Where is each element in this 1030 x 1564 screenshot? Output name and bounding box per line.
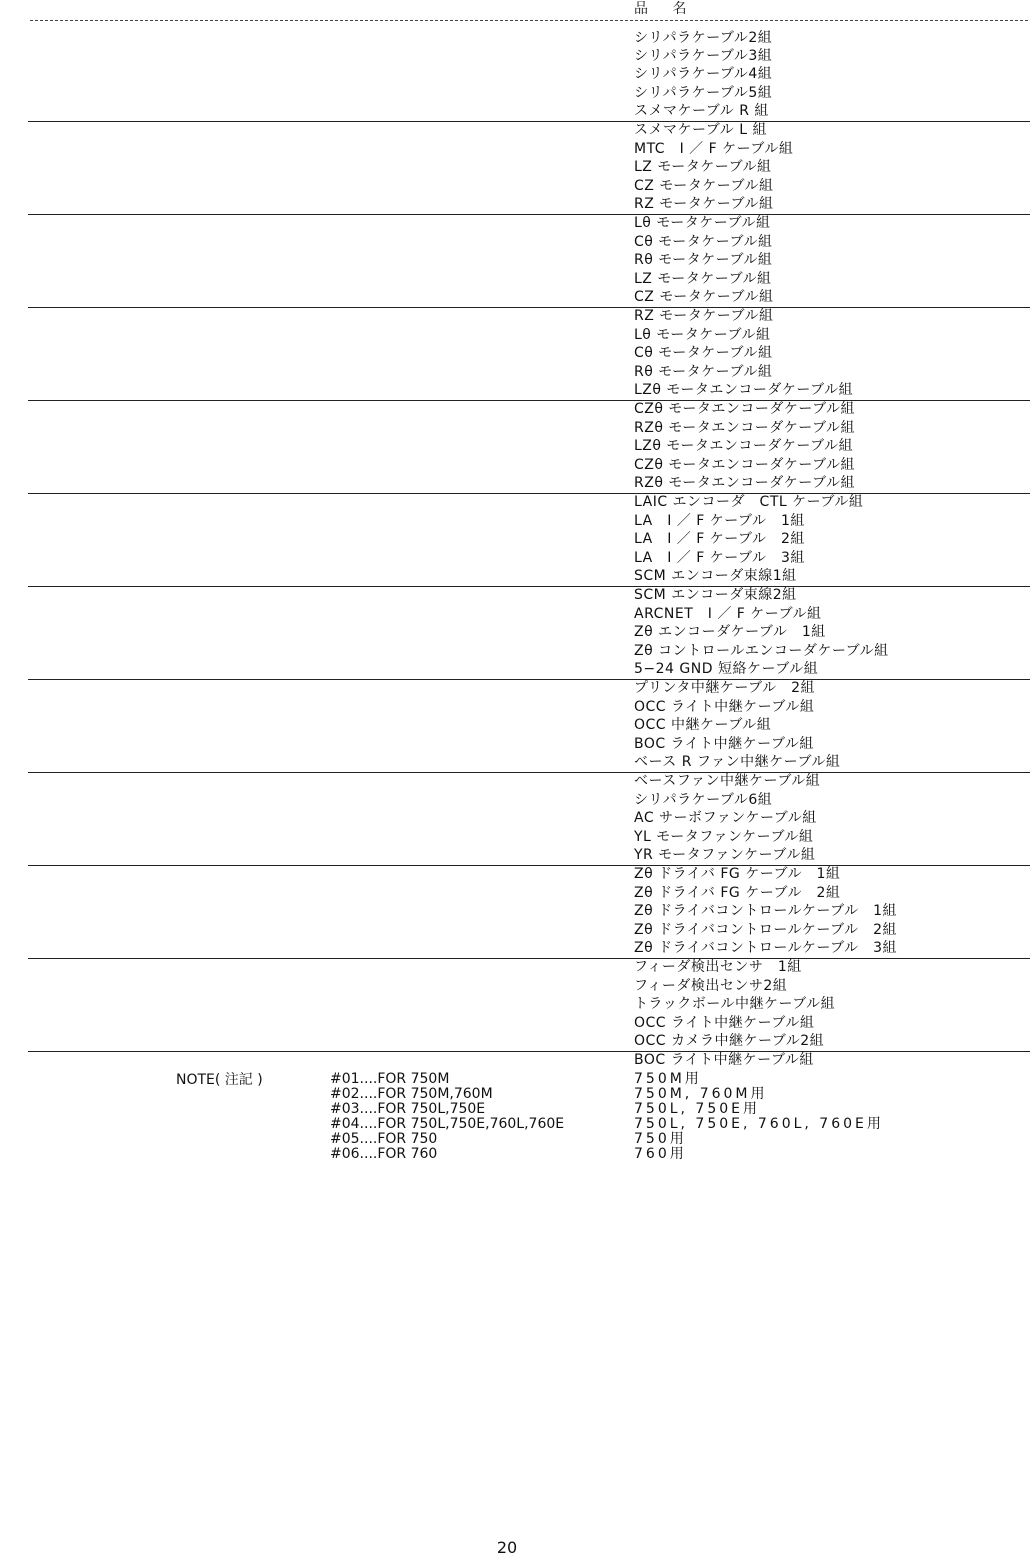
part-item: CZθ モータエンコーダケーブル組 bbox=[634, 457, 856, 473]
parts-group bbox=[0, 307, 1030, 400]
note-description: 750L, 750E用 bbox=[634, 1101, 760, 1117]
note-description: 750M, 760M用 bbox=[634, 1086, 768, 1102]
part-item: シリパラケーブル5組 bbox=[634, 85, 773, 101]
parts-group bbox=[0, 679, 1030, 772]
note-row bbox=[0, 1117, 1030, 1132]
part-item: AC サーボファンケーブル組 bbox=[634, 810, 817, 826]
note-code: #03....FOR 750L,750E bbox=[330, 1101, 486, 1117]
parts-group bbox=[0, 493, 1030, 586]
part-item: BOC ライト中継ケーブル組 bbox=[634, 736, 814, 752]
part-item: Zθ ドライバコントロールケーブル 3組 bbox=[634, 940, 897, 956]
part-item: LAIC エンコーダ CTL ケーブル組 bbox=[634, 494, 864, 510]
note-label: NOTE( 注記 ) bbox=[176, 1072, 263, 1088]
note-code: #06....FOR 760 bbox=[330, 1146, 438, 1162]
note-code: #01....FOR 750M bbox=[330, 1071, 450, 1087]
part-item: LA I ／ F ケーブル 2組 bbox=[634, 531, 805, 547]
part-item: CZ モータケーブル組 bbox=[634, 289, 774, 305]
note-description: 750M用 bbox=[634, 1071, 702, 1087]
note-row bbox=[0, 1102, 1030, 1117]
part-item: ベース R ファン中継ケーブル組 bbox=[634, 754, 841, 770]
part-item: Zθ ドライバコントロールケーブル 1組 bbox=[634, 903, 897, 919]
header-divider bbox=[30, 20, 1028, 21]
part-item: OCC 中継ケーブル組 bbox=[634, 717, 772, 733]
part-item: Lθ モータケーブル組 bbox=[634, 327, 771, 343]
part-item: OCC カメラ中継ケーブル2組 bbox=[634, 1033, 825, 1049]
part-item: プリンタ中継ケーブル 2組 bbox=[634, 680, 816, 696]
part-item: CZ モータケーブル組 bbox=[634, 178, 774, 194]
part-item: RZθ モータエンコーダケーブル組 bbox=[634, 420, 856, 436]
part-item: スメマケーブル R 組 bbox=[634, 103, 769, 119]
part-item: RZ モータケーブル組 bbox=[634, 308, 774, 324]
part-item: Zθ ドライバコントロールケーブル 2組 bbox=[634, 922, 897, 938]
part-item: スメマケーブル L 組 bbox=[634, 122, 767, 138]
note-description: 760用 bbox=[634, 1146, 687, 1162]
note-description: 750L, 750E, 760L, 760E用 bbox=[634, 1116, 884, 1132]
part-item: ベースファン中継ケーブル組 bbox=[634, 773, 821, 789]
part-item: Zθ エンコーダケーブル 1組 bbox=[634, 624, 826, 640]
part-item: シリパラケーブル3組 bbox=[634, 48, 773, 64]
part-item: Rθ モータケーブル組 bbox=[634, 364, 773, 380]
part-item: LA I ／ F ケーブル 3組 bbox=[634, 550, 805, 566]
part-item: RZ モータケーブル組 bbox=[634, 196, 774, 212]
part-item: Zθ ドライバ FG ケーブル 2組 bbox=[634, 885, 841, 901]
part-item: CZθ モータエンコーダケーブル組 bbox=[634, 401, 856, 417]
column-header-part-name: 品 名 bbox=[634, 1, 697, 17]
part-item: LZ モータケーブル組 bbox=[634, 271, 772, 287]
part-item: RZθ モータエンコーダケーブル組 bbox=[634, 475, 856, 491]
part-item: Zθ ドライバ FG ケーブル 1組 bbox=[634, 866, 841, 882]
part-item: シリパラケーブル4組 bbox=[634, 66, 773, 82]
part-item: フィーダ検出センサ2組 bbox=[634, 978, 788, 994]
note-code: #04....FOR 750L,750E,760L,760E bbox=[330, 1116, 565, 1132]
part-item: フィーダ検出センサ 1組 bbox=[634, 959, 802, 975]
note-row bbox=[0, 1087, 1030, 1102]
part-item: LZθ モータエンコーダケーブル組 bbox=[634, 382, 854, 398]
note-code: #05....FOR 750 bbox=[330, 1131, 438, 1147]
note-section bbox=[0, 1072, 1030, 1172]
page-number: 20 bbox=[496, 1538, 518, 1557]
part-item: 5−24 GND 短絡ケーブル組 bbox=[634, 661, 819, 677]
parts-group bbox=[0, 28, 1030, 121]
parts-group bbox=[0, 121, 1030, 214]
note-row bbox=[0, 1072, 1030, 1087]
parts-group bbox=[0, 400, 1030, 493]
part-item: Zθ コントロールエンコーダケーブル組 bbox=[634, 643, 889, 659]
part-item: MTC I ／ F ケーブル組 bbox=[634, 141, 794, 157]
part-item: Lθ モータケーブル組 bbox=[634, 215, 771, 231]
note-description: 750用 bbox=[634, 1131, 687, 1147]
note-row bbox=[0, 1147, 1030, 1162]
parts-list bbox=[0, 28, 1030, 1075]
part-item: Rθ モータケーブル組 bbox=[634, 252, 773, 268]
part-item: Cθ モータケーブル組 bbox=[634, 234, 773, 250]
parts-group bbox=[0, 586, 1030, 679]
part-item: OCC ライト中継ケーブル組 bbox=[634, 1015, 815, 1031]
part-item: シリパラケーブル6組 bbox=[634, 792, 773, 808]
part-item: BOC ライト中継ケーブル組 bbox=[634, 1052, 814, 1068]
part-item: YL モータファンケーブル組 bbox=[634, 829, 814, 845]
part-item: SCM エンコーダ束線1組 bbox=[634, 568, 797, 584]
part-item: シリパラケーブル2組 bbox=[634, 30, 773, 46]
note-row bbox=[0, 1132, 1030, 1147]
part-item: LZθ モータエンコーダケーブル組 bbox=[634, 438, 854, 454]
part-item: OCC ライト中継ケーブル組 bbox=[634, 699, 815, 715]
parts-group bbox=[0, 958, 1030, 1051]
part-item: トラックボール中継ケーブル組 bbox=[634, 996, 836, 1012]
part-item: ARCNET I ／ F ケーブル組 bbox=[634, 606, 822, 622]
parts-group bbox=[0, 214, 1030, 307]
part-item: LA I ／ F ケーブル 1組 bbox=[634, 513, 805, 529]
part-item: Cθ モータケーブル組 bbox=[634, 345, 773, 361]
parts-group bbox=[0, 865, 1030, 958]
note-code: #02....FOR 750M,760M bbox=[330, 1086, 493, 1102]
part-item: YR モータファンケーブル組 bbox=[634, 847, 816, 863]
part-item: SCM エンコーダ束線2組 bbox=[634, 587, 797, 603]
part-item: LZ モータケーブル組 bbox=[634, 159, 772, 175]
parts-group bbox=[0, 772, 1030, 865]
